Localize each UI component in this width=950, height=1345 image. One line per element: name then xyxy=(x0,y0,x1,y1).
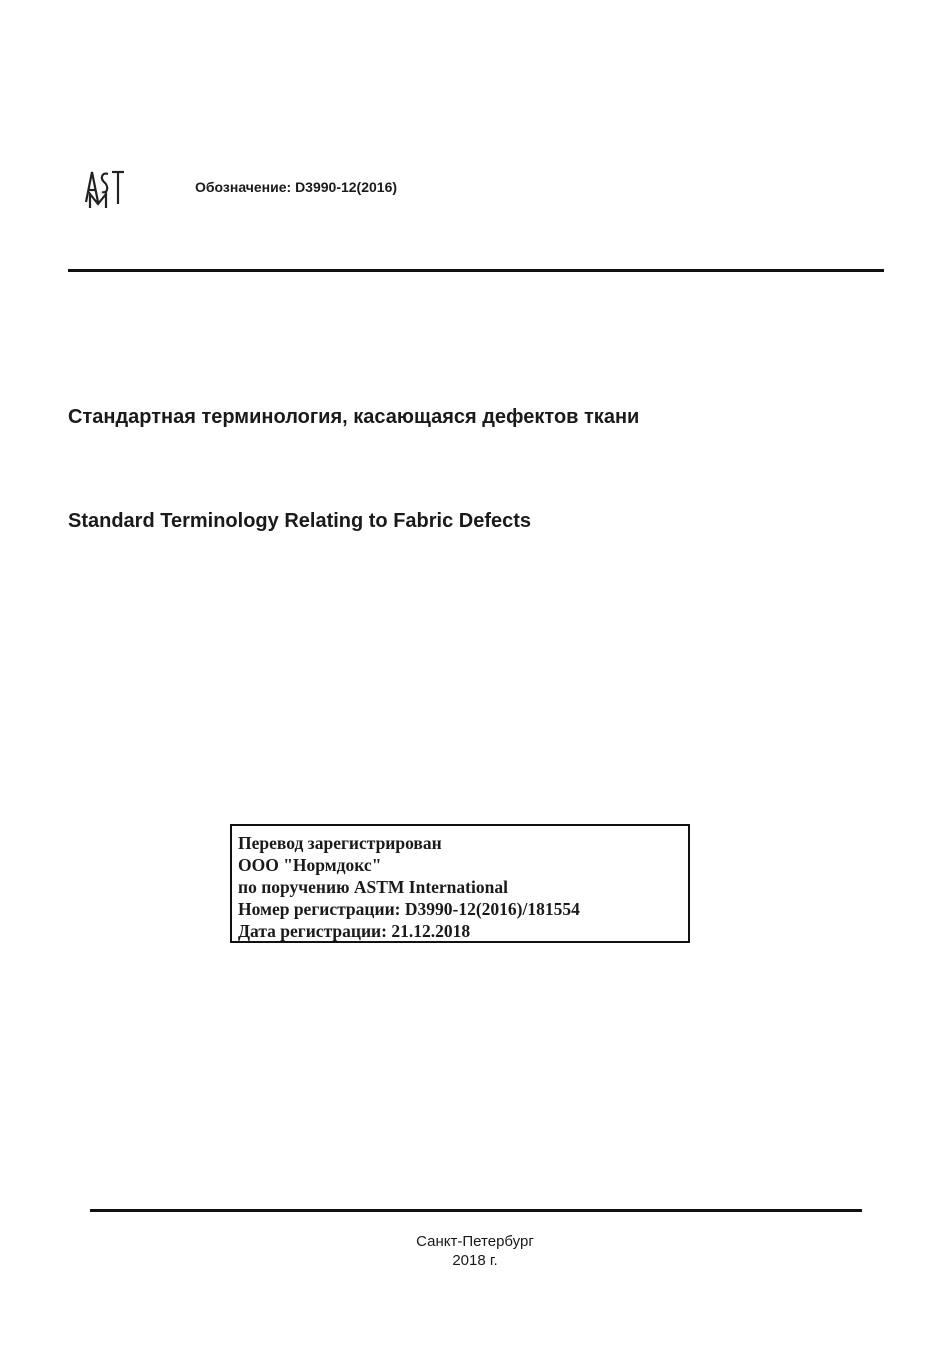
footer-city: Санкт-Петербург xyxy=(416,1233,534,1250)
astm-logo-icon xyxy=(78,164,132,222)
registration-line: по поручению ASTM International xyxy=(238,877,508,897)
registration-line: Перевод зарегистрирован xyxy=(238,833,442,853)
bottom-divider xyxy=(90,1209,862,1212)
footer xyxy=(0,1232,950,1270)
title-english: Standard Terminology Relating to Fabric Defects xyxy=(68,510,532,532)
title-russian: Стандартная терминология, касающаяся дефектов ткани xyxy=(68,406,640,428)
footer-year: 2018 г. xyxy=(452,1252,498,1269)
registration-line: Дата регистрации: 21.12.2018 xyxy=(238,921,471,941)
registration-line: Номер регистрации: D3990-12(2016)/181554 xyxy=(238,899,580,919)
top-divider xyxy=(68,269,884,272)
registration-box xyxy=(230,824,690,943)
registration-line: ООО "Нормдокс" xyxy=(238,855,382,875)
astm-logo xyxy=(78,164,132,222)
document-designation: Обозначение: D3990-12(2016) xyxy=(195,179,398,195)
